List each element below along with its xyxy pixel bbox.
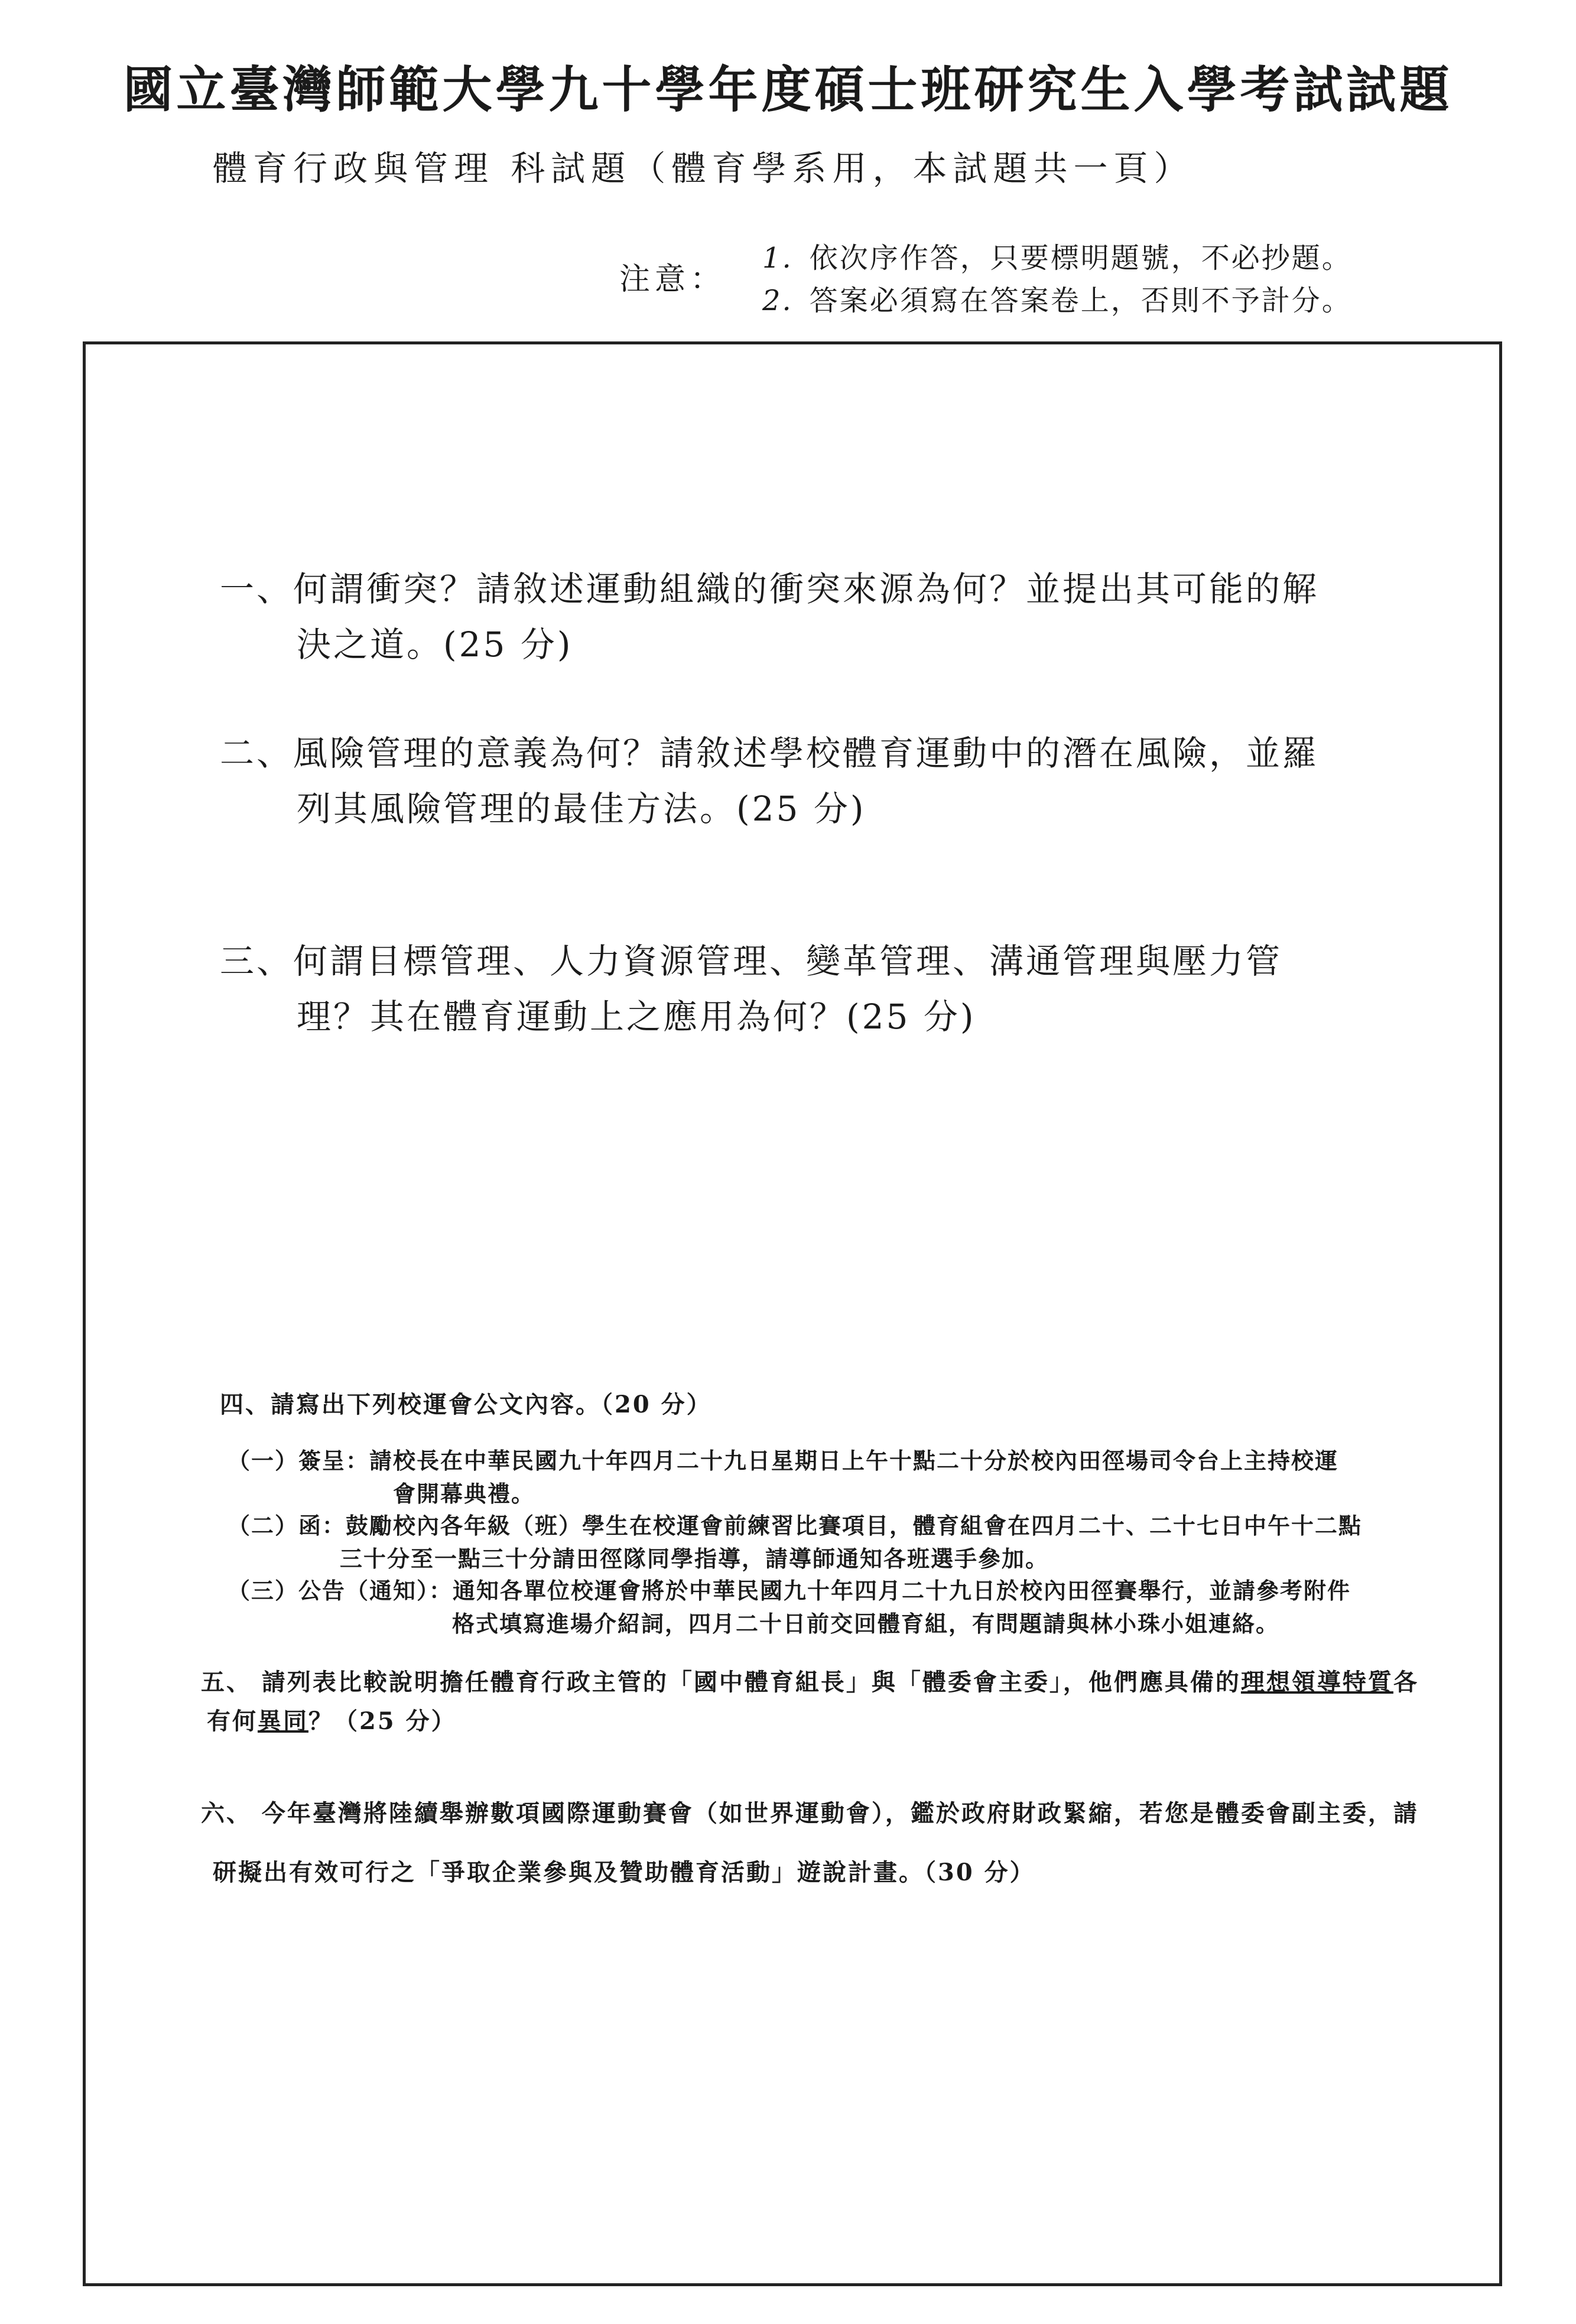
question-4-item-2-line-2: 三十分至一點三十分請田徑隊同學指導，請導師通知各班選手參加。 xyxy=(340,1545,1049,1572)
question-4-item-3 xyxy=(228,1574,1351,1641)
question-1-line-2: 決之道。(25 分) xyxy=(297,624,573,665)
notice-item-text: 依次序作答，只要標明題號，不必抄題。 xyxy=(809,242,1352,275)
notice-item-1 xyxy=(762,235,1352,276)
question-2-line-2: 列其風險管理的最佳方法。(25 分) xyxy=(297,789,866,829)
question-5-line-2-text: 有何 xyxy=(207,1707,258,1735)
question-5 xyxy=(201,1663,1419,1741)
question-1-line-1: 一、何謂衝突？請敘述運動組織的衝突來源為何？並提出其可能的解 xyxy=(220,569,1320,609)
question-1 xyxy=(220,561,1319,672)
question-6-line-2: 研擬出有效可行之「爭取企業參與及贊助體育活動」遊說計畫。（30 分） xyxy=(213,1858,1035,1886)
question-4 xyxy=(220,1385,712,1424)
notice-label: 注意： xyxy=(619,262,726,297)
notice-item-text: 答案必須寫在答案卷上，否則不予計分。 xyxy=(809,284,1352,317)
question-4-item-1-line-2: 會開幕典禮。 xyxy=(393,1480,535,1507)
question-5-line-2 xyxy=(201,1702,1419,1741)
question-6 xyxy=(201,1784,1419,1902)
question-4-item-2-line-1: （二）函：鼓勵校內各年級（班）學生在校運會前練習比賽項目，體育組會在四月二十、二十七日中午十二點 xyxy=(228,1512,1363,1539)
question-4-item-3-line-2: 格式填寫進場介紹詞，四月二十日前交回體育組，有問題請與林小珠小姐連絡。 xyxy=(452,1610,1280,1637)
question-5-line-1-end: 各 xyxy=(1393,1668,1419,1696)
question-5-line-1 xyxy=(201,1668,1419,1696)
question-4-heading: 四、請寫出下列校運會公文內容。（20 分） xyxy=(220,1391,712,1418)
question-5-line-1-text: 五、 請列表比較說明擔任體育行政主管的「國中體育組長」與「體委會主委」，他們應具備的 xyxy=(201,1668,1241,1696)
question-3-line-2: 理？其在體育運動上之應用為何？(25 分) xyxy=(297,997,976,1037)
question-3 xyxy=(220,933,1282,1044)
question-2 xyxy=(220,725,1319,836)
question-5-underlined-diff: 異同 xyxy=(258,1707,308,1735)
notice-item-2 xyxy=(762,278,1352,318)
question-4-item-3-line-1: （三）公告（通知）：通知各單位校運會將於中華民國九十年四月二十九日於校內田徑賽舉行，並請參考附件 xyxy=(228,1577,1351,1604)
question-4-item-1 xyxy=(228,1444,1338,1511)
exam-subtitle: 體育行政與管理 科試題（體育學系用，本試題共一頁） xyxy=(213,148,1194,188)
exam-title: 國立臺灣師範大學九十學年度碩士班研究生入學考試試題 xyxy=(123,60,1453,119)
question-6-line-1: 六、 今年臺灣將陸續舉辦數項國際運動賽會（如世界運動會），鑑於政府財政緊縮，若您是體委會副主委，請 xyxy=(201,1799,1419,1827)
question-5-underlined-traits: 理想領導特質 xyxy=(1240,1668,1393,1696)
question-2-line-1: 二、風險管理的意義為何？請敘述學校體育運動中的潛在風險，並羅 xyxy=(220,733,1320,773)
question-3-line-1: 三、何謂目標管理、人力資源管理、變革管理、溝通管理與壓力管 xyxy=(220,941,1283,981)
question-4-item-1-line-1: （一）簽呈：請校長在中華民國九十年四月二十九日星期日上午十點二十分於校內田徑場司令台上主持校運 xyxy=(228,1447,1339,1474)
question-5-line-2-end: ？（25 分） xyxy=(308,1707,457,1735)
notice-item-number: 2. xyxy=(762,284,793,317)
question-4-item-2 xyxy=(228,1509,1362,1576)
notice-item-number: 1. xyxy=(762,242,793,275)
